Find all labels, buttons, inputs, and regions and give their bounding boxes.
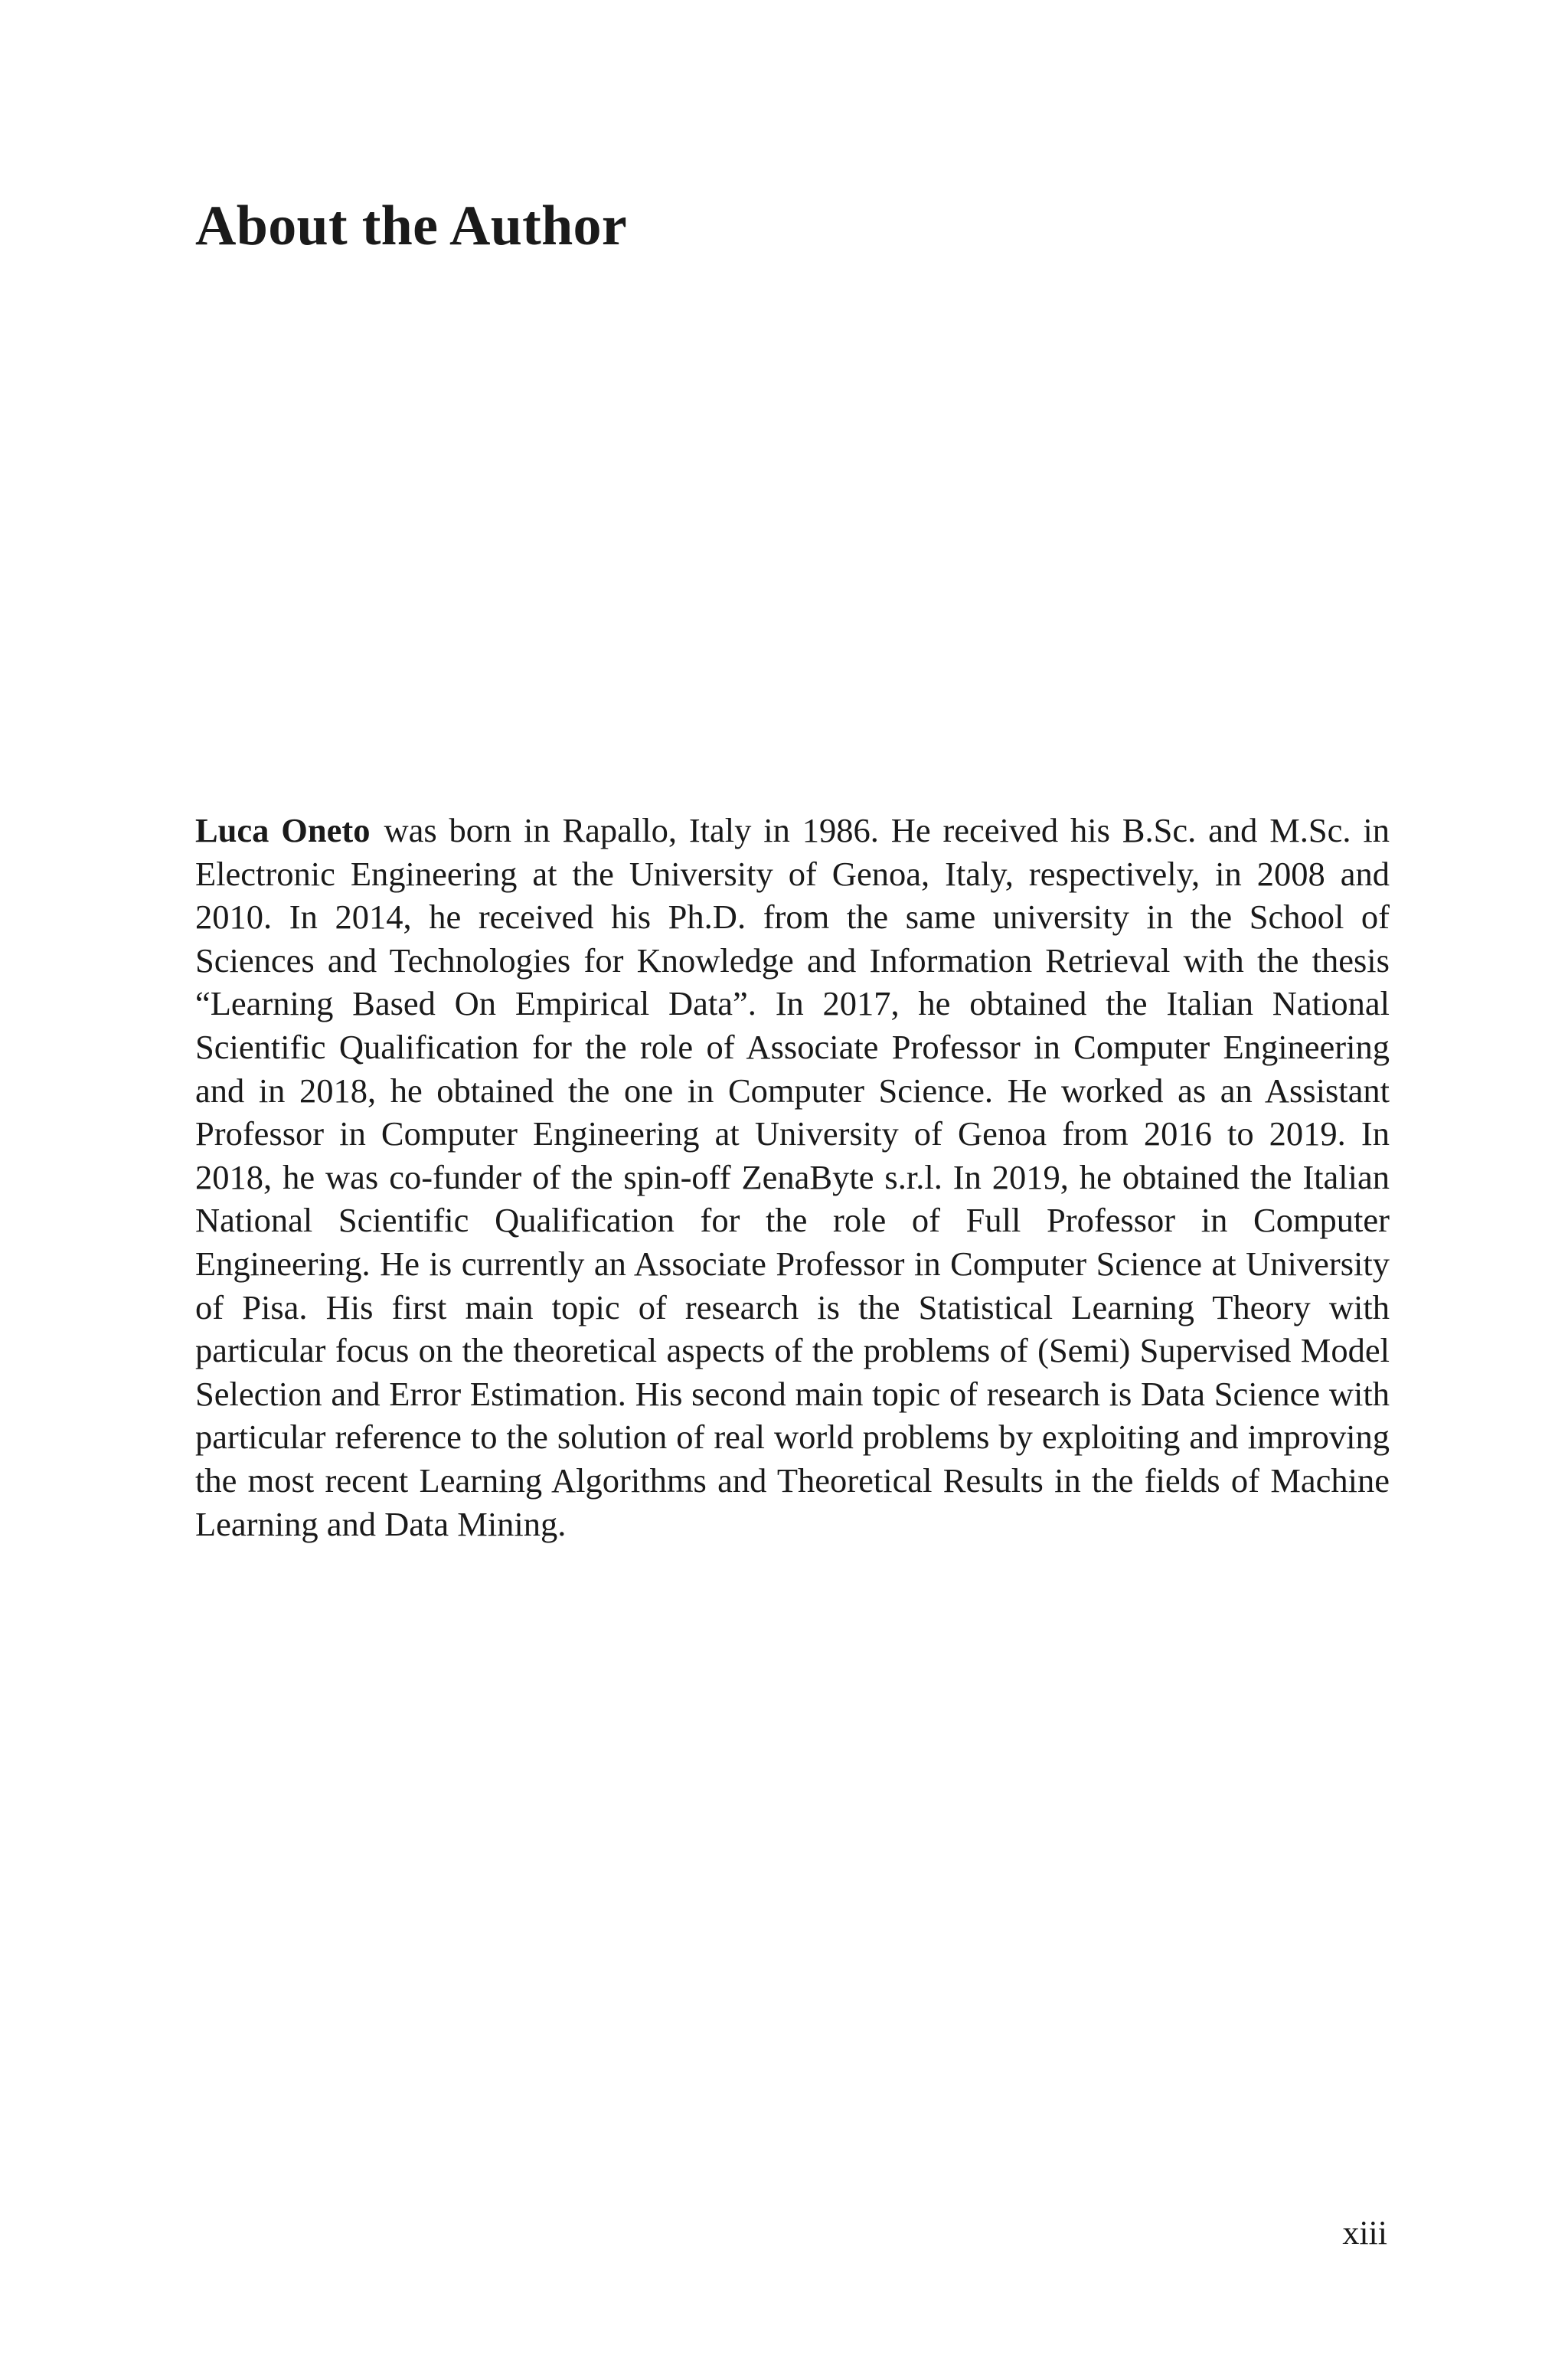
page-title: About the Author xyxy=(195,195,627,257)
page-number: xiii xyxy=(1342,2214,1387,2252)
author-bio-paragraph xyxy=(195,809,1390,1546)
author-bio-text: was born in Rapallo, Italy in 1986. He received his B.Sc. and M.Sc. in Electronic Engineering at the University of Genoa, Italy, respectively, in 2008 and 2010. In 2014, he received his Ph.D. from the same university in the School of Sciences and Technologies for Knowledge and Information Retrieval with the thesis “Learning Based On Empirical Data”. In 2017, he obtained the Italian National Scientific Qualification for the role of Associate Professor in Computer Engineering and in 2018, he obtained the one in Computer Science. He worked as an Assistant Professor in Computer Engineering at University of Genoa from 2016 to 2019. In 2018, he was co-funder of the spin-off ZenaByte s.r.l. In 2019, he obtained the Italian National Scientific Qualification for the role of Full Professor in Computer Engineering. He is currently an Associate Professor in Computer Science at University of Pisa. His first main topic of research is the Statistical Learning Theory with particular focus on the theoretical aspects of the problems of (Semi) Supervised Model Selection and Error Estimation. His second main topic of research is Data Science with particular reference to the solution of real world problems by exploiting and improving the most recent Learning Algorithms and Theoretical Results in the fields of Machine Learning and Data Mining. xyxy=(195,811,1390,1543)
author-name: Luca Oneto xyxy=(195,811,371,849)
